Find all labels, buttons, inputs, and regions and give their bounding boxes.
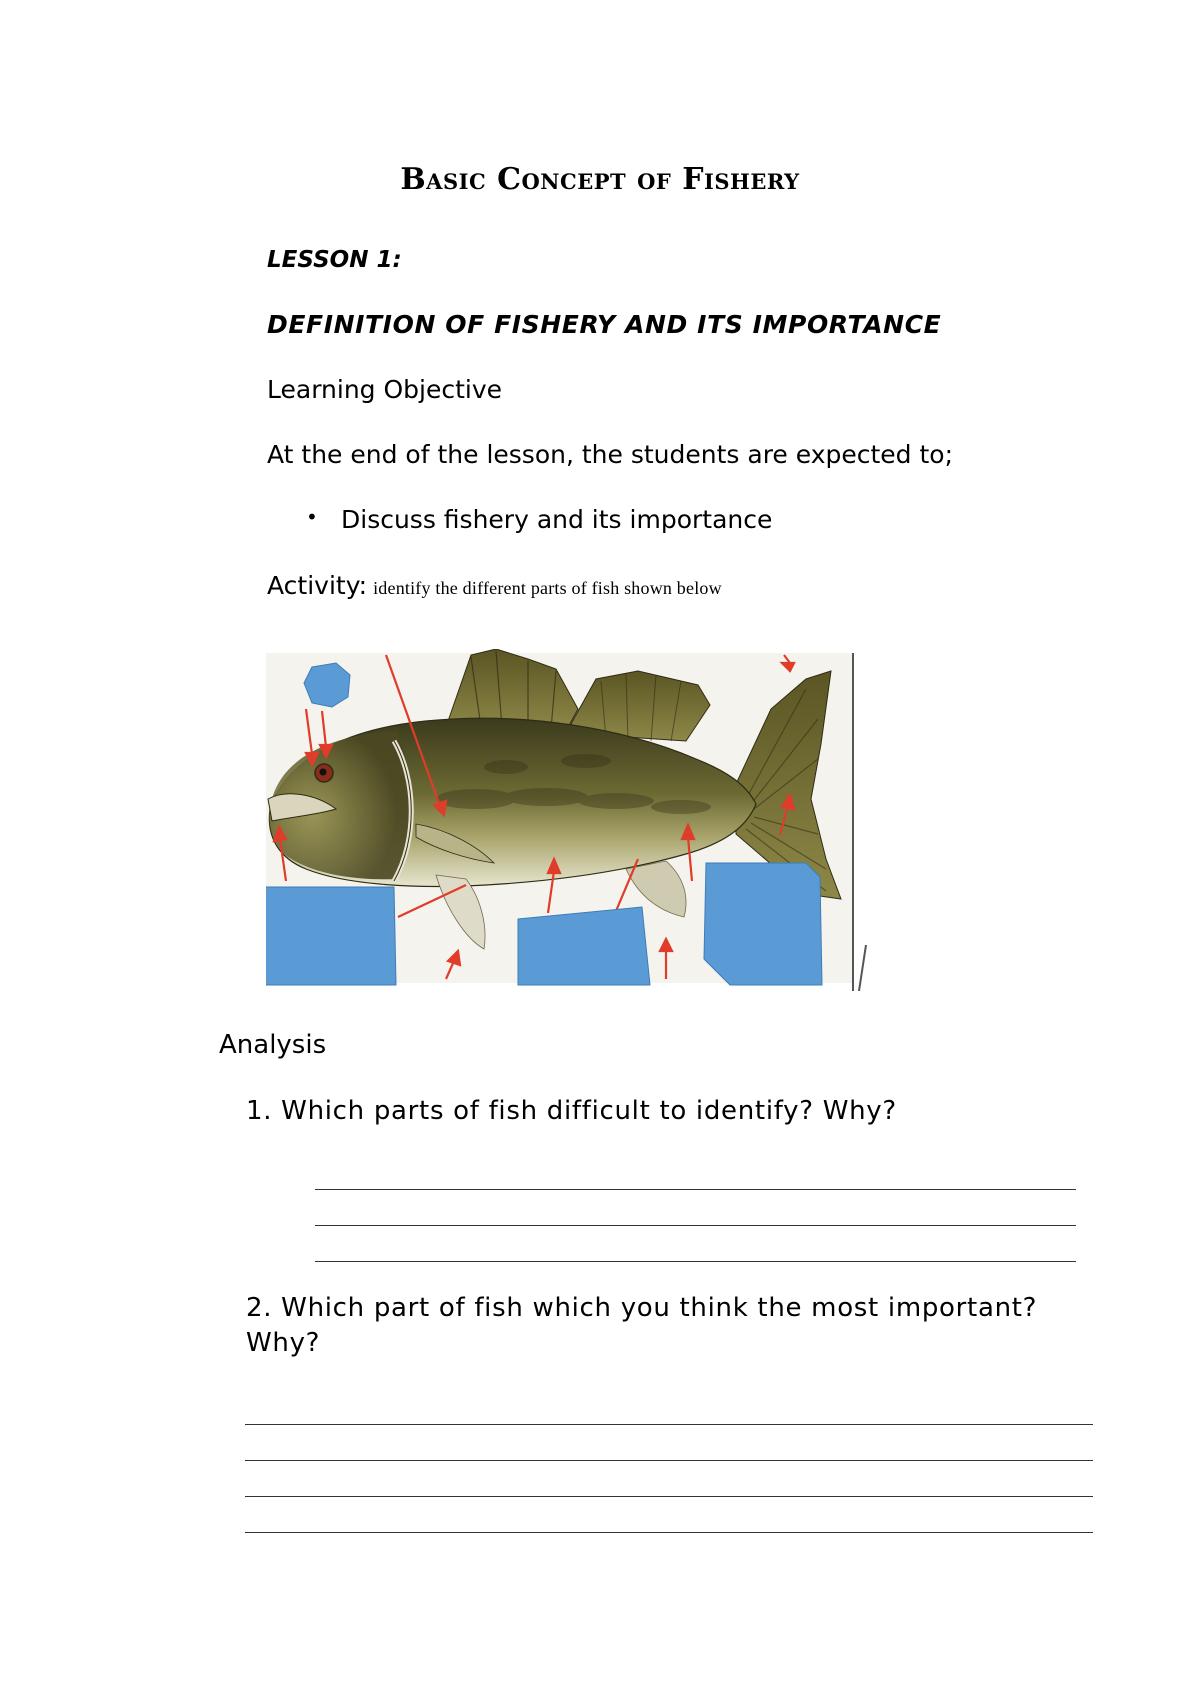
document-title: Basic Concept of Fishery: [400, 162, 800, 197]
activity-instruction: identify the different parts of fish shown below: [373, 578, 722, 598]
label-box-bottom-left: [266, 887, 396, 985]
fish-figure: [266, 649, 876, 991]
question-2-continued: Why?: [246, 1328, 321, 1358]
answer-line[interactable]: [245, 1460, 1093, 1461]
objective-intro: At the end of the lesson, the students are expected to;: [267, 440, 953, 469]
label-box-top-left: [304, 663, 350, 707]
label-box-bottom-middle: [518, 907, 650, 985]
answer-line[interactable]: [315, 1225, 1076, 1226]
answer-line[interactable]: [245, 1532, 1093, 1533]
answer-line[interactable]: [245, 1424, 1093, 1425]
lesson-title: DEFINITION OF FISHERY AND ITS IMPORTANCE: [267, 310, 942, 339]
activity-label: Activity:: [267, 571, 368, 600]
question-1: 1. Which parts of fish difficult to identify? Why?: [246, 1096, 897, 1126]
analysis-heading: Analysis: [219, 1030, 327, 1060]
question-2: 2. Which part of fish which you think the most important?: [246, 1293, 1038, 1323]
label-box-bottom-right: [704, 863, 822, 985]
bullet-icon: •: [306, 505, 318, 529]
answer-line[interactable]: [315, 1189, 1076, 1190]
answer-line[interactable]: [315, 1261, 1076, 1262]
objective-item: Discuss fishery and its importance: [341, 505, 773, 534]
objective-heading: Learning Objective: [267, 375, 503, 404]
lesson-label: LESSON 1:: [267, 247, 402, 273]
answer-line[interactable]: [245, 1496, 1093, 1497]
activity-line: [267, 571, 722, 600]
